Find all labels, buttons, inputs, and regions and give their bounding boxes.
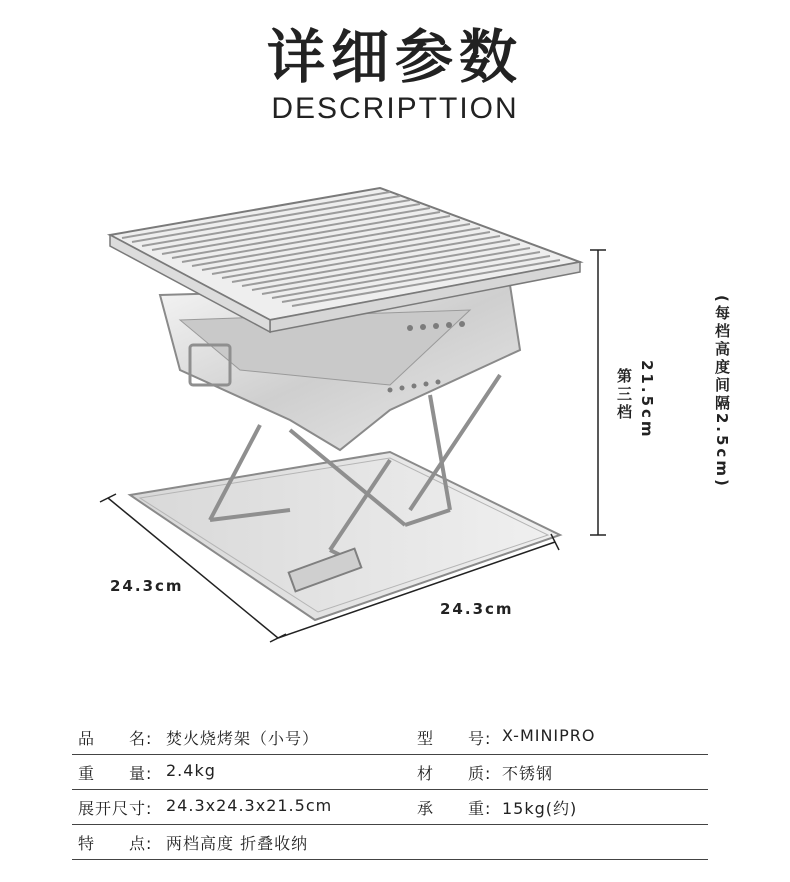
width-right-label: 24.3cm	[440, 600, 514, 618]
width-left-label: 24.3cm	[110, 577, 184, 595]
spec-row	[72, 790, 708, 825]
spec-value: X-MINIPRO	[502, 726, 596, 745]
title-chinese: 详细参数	[266, 23, 523, 91]
spec-row	[72, 825, 708, 860]
spec-value: 24.3x24.3x21.5cm	[166, 796, 333, 815]
spec-label: 承 重:	[417, 799, 492, 818]
spec-label: 材 质:	[417, 764, 492, 783]
spec-label: 特 点:	[78, 834, 153, 853]
spec-value: 2.4kg	[166, 761, 216, 780]
spec-value: 不锈钢	[502, 764, 554, 783]
spec-label: 重 量:	[78, 764, 153, 783]
spec-value: 两档高度 折叠收纳	[166, 834, 309, 853]
height-label: 21.5cm	[638, 360, 656, 440]
spec-value: 焚火烧烤架（小号）	[166, 729, 320, 748]
level-interval-note: (每档高度间隔2.5cm)	[713, 295, 731, 489]
spec-row	[72, 755, 708, 790]
height-note: 第三档	[615, 368, 633, 422]
spec-label: 品 名:	[78, 729, 153, 748]
title-english: DESCRIPTTION	[271, 92, 519, 125]
spec-value: 15kg(约)	[502, 799, 578, 818]
spec-label: 展开尺寸:	[78, 799, 153, 818]
spec-row	[72, 720, 708, 755]
spec-label: 型 号:	[417, 729, 492, 748]
spec-table	[72, 720, 708, 860]
